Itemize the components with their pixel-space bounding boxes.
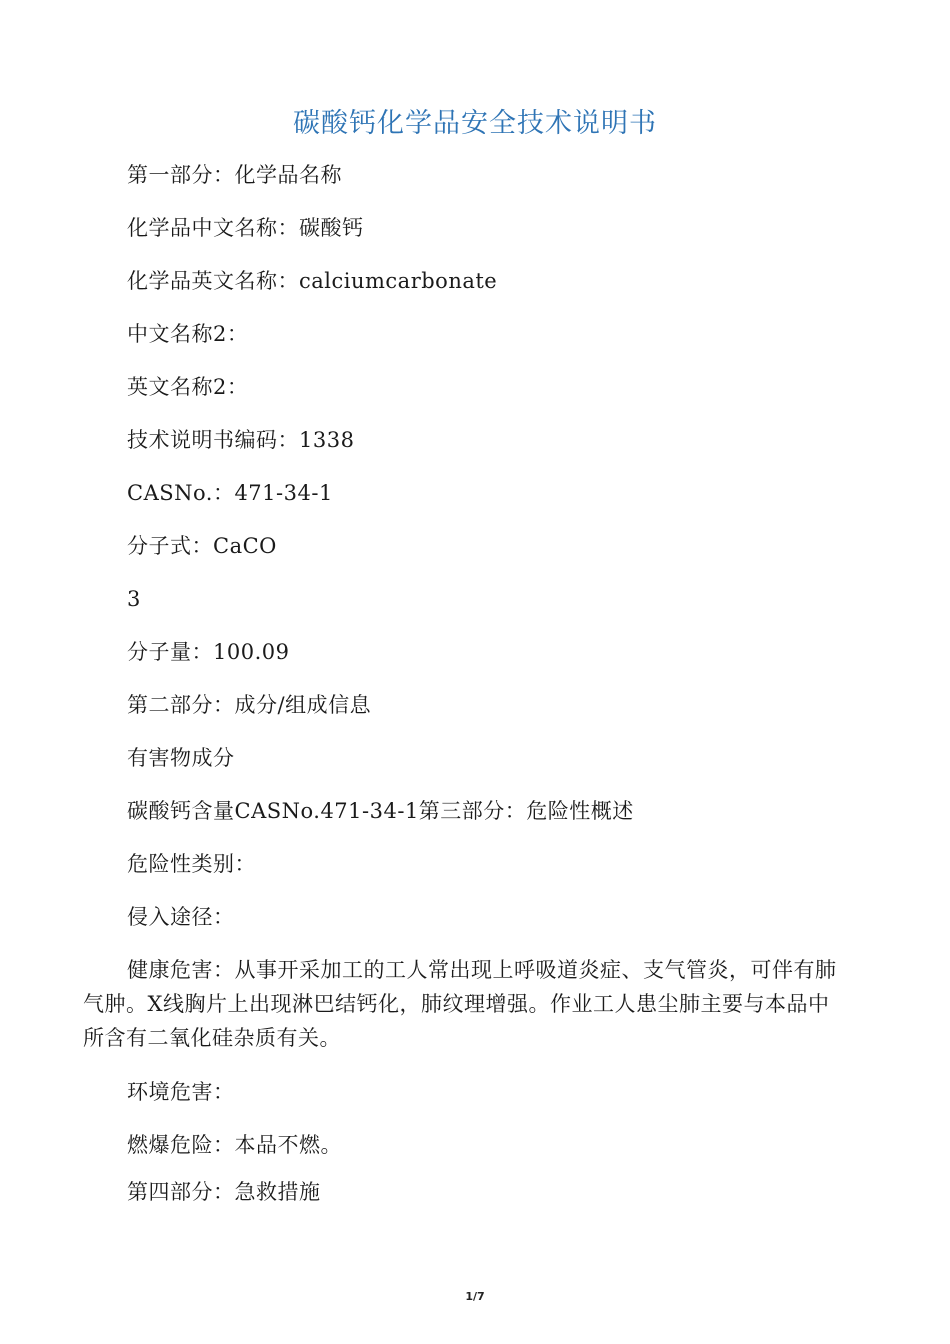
environmental-hazard-line: 环境危害： (127, 1080, 235, 1104)
chinese-name-line: 化学品中文名称：碳酸钙 (127, 216, 364, 240)
spec-code-line: 技术说明书编码：1338 (127, 428, 355, 452)
page-number: 1/7 (465, 1290, 485, 1303)
section-heading-2: 第二部分：成分/组成信息 (127, 693, 372, 717)
section-heading-1: 第一部分：化学品名称 (127, 163, 342, 187)
cas-number-line: CASNo.：471-34-1 (127, 481, 333, 505)
hazardous-components-line: 有害物成分 (127, 746, 235, 770)
content-and-section-3-line: 碳酸钙含量CASNo.471-34-1第三部分：危险性概述 (127, 799, 634, 823)
section-heading-4: 第四部分：急救措施 (127, 1180, 321, 1204)
english-name-line: 化学品英文名称：calciumcarbonate (127, 269, 498, 293)
molecular-formula-line: 分子式：CaCO (127, 534, 277, 558)
chinese-name-2-line: 中文名称2： (127, 322, 249, 346)
exposure-route-line: 侵入途径： (127, 905, 235, 929)
hazard-category-line: 危险性类别： (127, 852, 256, 876)
english-name-2-line: 英文名称2： (127, 375, 249, 399)
document-title: 碳酸钙化学品安全技术说明书 (293, 108, 657, 139)
fire-hazard-line: 燃爆危险：本品不燃。 (127, 1133, 342, 1157)
health-hazard-paragraph: 健康危害：从事开采加工的工人常出现上呼吸道炎症、支气管炎，可伴有肺气肿。X线胸片上出现淋巴结钙化，肺纹理增强。作业工人患尘肺主要与本品中所含有二氧化硅杂质有关。 (83, 958, 837, 1050)
molecular-weight-line: 分子量：100.09 (127, 640, 290, 664)
formula-subscript-line: 3 (127, 587, 141, 611)
